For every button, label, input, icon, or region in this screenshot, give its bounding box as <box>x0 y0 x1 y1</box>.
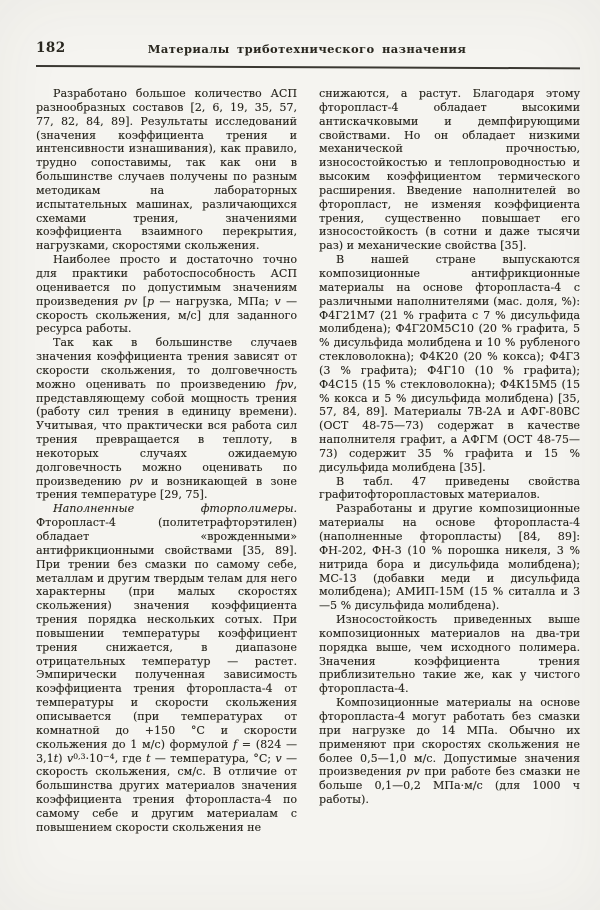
paragraph: Наполненные фторполимеры. Фторопласт-4 (политетрафторэтилен) обладает «врожденными» антифрикционными свойствами [35, 89]. При трении без смазки по самому себе, металлам и другим твердым телам для него характерны (при малых скоростях скольжения) значения коэффициента трения порядка нескольких сотых. При повышении температуры коэффициент трения снижается, в диапазоне отрицательных температур — растет. Эмпирически полученная зависимость коэффициента трения фторопласта-4 от температуры и скорости скольжения описывается (при температурах от комнатной до +150 °С и скорости скольжения до 1 м/с) формулой f = (824 — 3,1t) $v^{0,3}\cdot 10^{-4}$, где t — температура, °С; v — скорость скольжения, см/с. В отличие от большинства других материалов значения коэффициента трения фторопласта-4 по самому себе и другим материалам с повышением скорости скольжения не <box>36 502 297 834</box>
running-title: Материалы триботехнического назначения <box>147 42 467 56</box>
header-rule <box>36 65 580 69</box>
page-number: 182 <box>36 40 66 56</box>
page-header <box>36 40 578 60</box>
paragraph: Износостойкость приведенных выше композиционных материалов на два-три порядка выше, чем исходного полимера. Значения коэффициента трения приблизительно такие же, как у чистого фторопласта-4. <box>319 613 580 696</box>
paragraph: Разработаны и другие композиционные материалы на основе фторопласта-4 (наполненные фторопласты) [84, 89]: ФН-202, ФН-3 (10 % порошка никеля, 3 % нитрида бора и дисульфида молибдена); МС-13 (добавки меди и дисульфида молибдена); АМИП-15М (15 % ситалла и 3—5 % дисульфида молибдена). <box>319 502 580 613</box>
left-column <box>36 87 297 835</box>
paragraph: снижаются, а растут. Благодаря этому фторопласт-4 обладает высокими антискачковыми и демпфирующими свойствами. Но он обладает низкими механической прочностью, износостойкостью и теплопроводностью и высоким коэффициентом термического расширения. Введение наполнителей во фторопласт, не изменяя коэффициента трения, существенно повышает его износостойкость (в сотни и даже тысячи раз) и механические свойства [35]. <box>319 87 580 253</box>
paragraph: Композиционные материалы на основе фторопласта-4 могут работать без смазки при нагрузке до 14 МПа. Обычно их применяют при скоростях скольжения не более 0,5—1,0 м/с. Допустимые значения произведения pv при работе без смазки не больше 0,1—0,2 МПа·м/с (для 1000 ч работы). <box>319 696 581 807</box>
right-column <box>319 87 580 835</box>
paragraph: В табл. 47 приведены свойства графитофторопластовых материалов. <box>319 474 580 502</box>
text-columns <box>36 87 580 835</box>
paragraph: Разработано большое количество АСП разнообразных составов [2, 6, 19, 35, 57, 77, 82, 84, 89]. Результаты исследований (значения коэффициента трения и интенсивности изнашивания), как правило, трудно сопоставимы, так как они в большинстве случаев получены по разным методикам на лабораторных испытательных машинах, различающихся схемами трения, значениями коэффициента взаимного перекрытия, нагрузками, скоростями скольжения. <box>36 87 297 253</box>
paragraph: Так как в большинстве случаев значения коэффициента трения зависят от скорости скольжения, то долговечность можно оценивать по произведению fpv, представляющему собой мощность трения (работу сил трения в единицу времени). Учитывая, что практически вся работа сил трения превращается в теплоту, в некоторых случаях ожидаемую долговечность можно оценивать по произведению pv и возникающей в зоне трения температуре [29, 75]. <box>36 336 297 502</box>
paragraph: Наиболее просто и достаточно точно для практики работоспособность АСП оценивается по допустимым значениям произведения pv [p — нагрузка, МПа; v — скорость скольжения, м/с] для заданного ресурса работы. <box>36 253 298 336</box>
paragraph: В нашей стране выпускаются композиционные антифрикционные материалы на основе фторопласта-4 с различными наполнителями (мас. доля, %): Ф4Г21М7 (21 % графита с 7 % дисульфида молибдена); Ф4Г20М5С10 (20 % графита, 5 % дисульфида молибдена и 10 % рубленого стекловолокна); Ф4К20 (20 % кокса); Ф4Г3 (3 % графита); Ф4Г10 (10 % графита); Ф4С15 (15 % стекловолокна); Ф4К15М5 (15 % кокса и 5 % дисульфида молибдена) [35, 57, 84, 89]. Материалы 7В-2А и АФГ-80ВС (ОСТ 48-75—73) содержат в качестве наполнителя графит, а АФГМ (ОСТ 48-75—73) содержит 35 % графита и 15 % дисульфида молибдена [35]. <box>319 253 580 474</box>
